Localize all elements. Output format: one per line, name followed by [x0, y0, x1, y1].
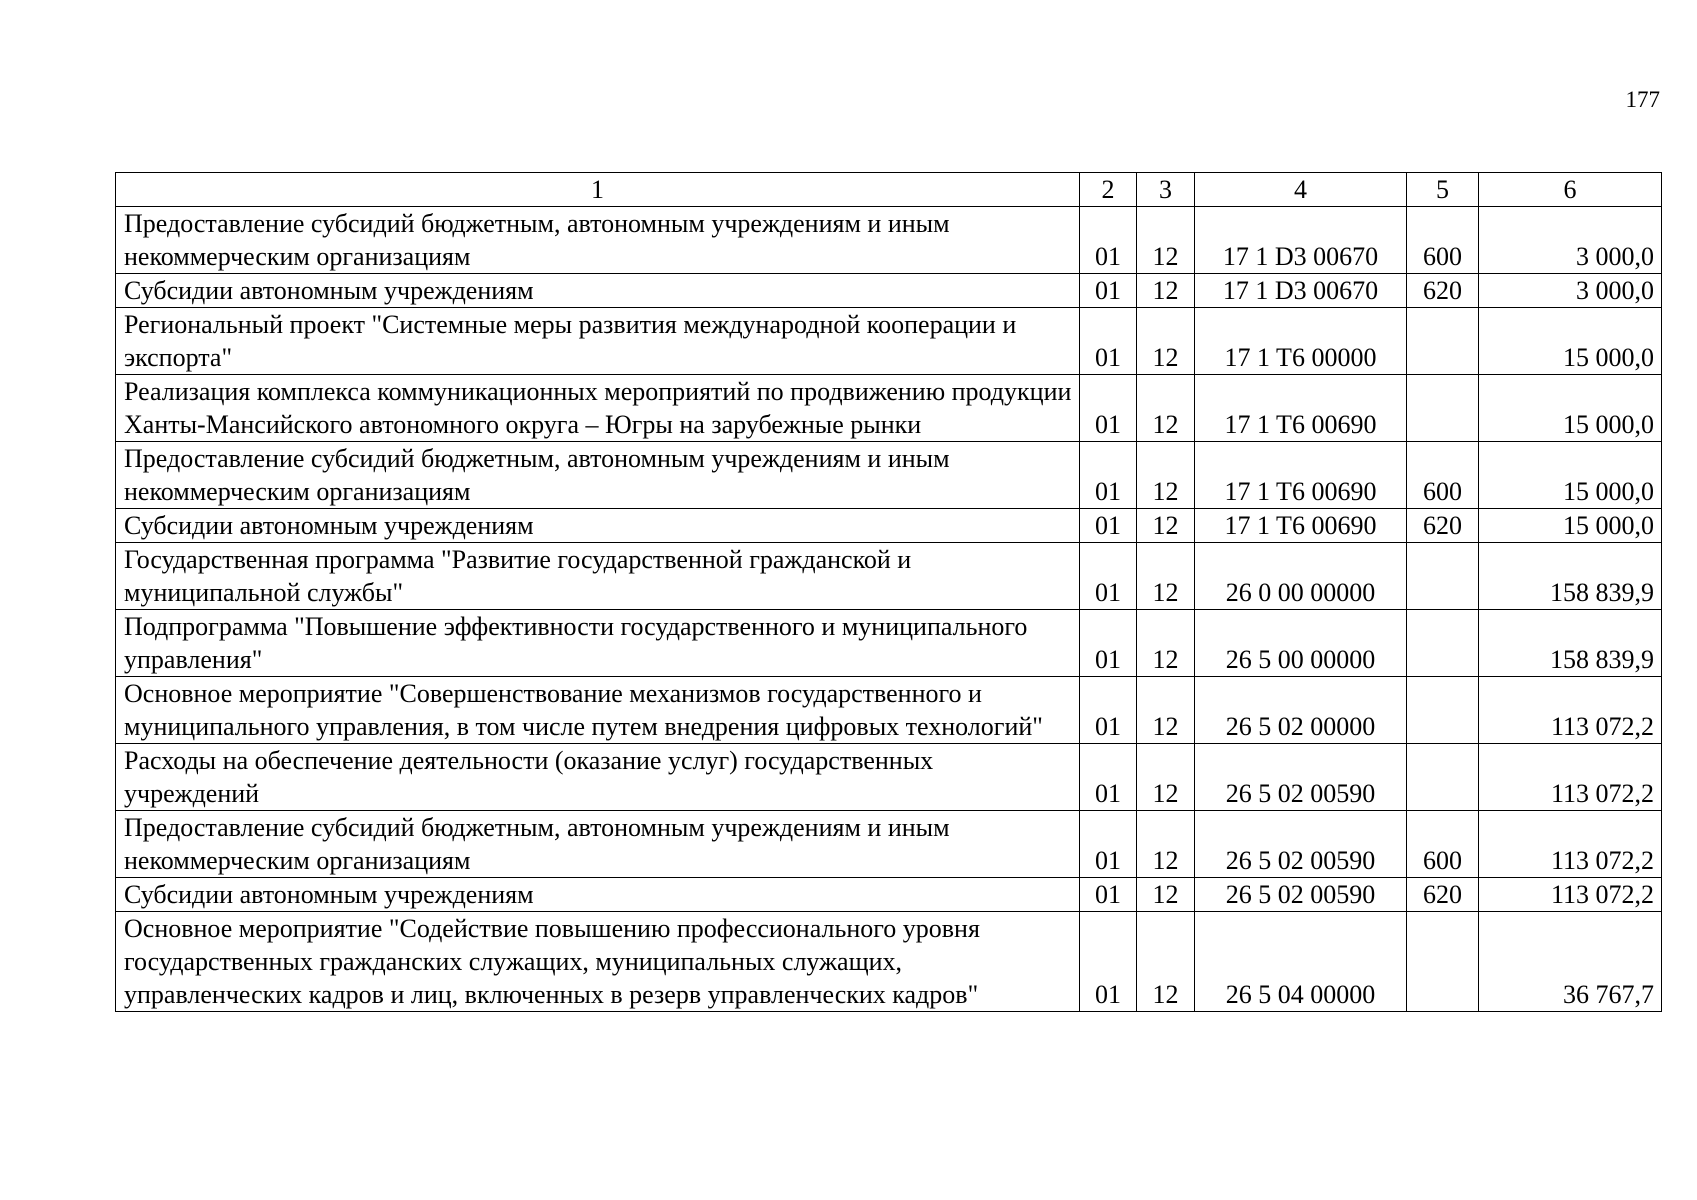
- column-header-5: 5: [1407, 173, 1479, 207]
- row-name-cell: Субсидии автономным учреждениям: [116, 274, 1080, 308]
- header-row: [116, 173, 1662, 207]
- row-subsection-cell: 12: [1137, 878, 1195, 912]
- row-name-cell: Государственная программа "Развитие государственной гражданской и муниципальной службы": [116, 543, 1080, 610]
- row-name-cell: Субсидии автономным учреждениям: [116, 878, 1080, 912]
- row-expense-type-cell: [1407, 610, 1479, 677]
- row-target-article-cell: 26 5 02 00000: [1195, 677, 1407, 744]
- row-subsection-cell: 12: [1137, 442, 1195, 509]
- row-name-cell: Подпрограмма "Повышение эффективности государственного и муниципального управления": [116, 610, 1080, 677]
- row-amount-cell: 158 839,9: [1479, 543, 1662, 610]
- table-header: [116, 173, 1662, 207]
- row-target-article-cell: 26 5 02 00590: [1195, 744, 1407, 811]
- row-expense-type-cell: [1407, 677, 1479, 744]
- table-row: [116, 811, 1662, 878]
- row-subsection-cell: 12: [1137, 509, 1195, 543]
- row-section-cell: 01: [1080, 543, 1137, 610]
- table-row: [116, 442, 1662, 509]
- row-subsection-cell: 12: [1137, 677, 1195, 744]
- row-name-cell: Региональный проект "Системные меры развития международной кооперации и экспорта": [116, 308, 1080, 375]
- row-expense-type-cell: 620: [1407, 878, 1479, 912]
- row-expense-type-cell: 600: [1407, 442, 1479, 509]
- table-row: [116, 744, 1662, 811]
- row-target-article-cell: 26 5 02 00590: [1195, 878, 1407, 912]
- row-name-cell: Основное мероприятие "Содействие повышению профессионального уровня государственных гражданских служащих, муниципальных служащих, управленческих кадров и лиц, включенных в резерв управленческих кадров": [116, 912, 1080, 1012]
- row-amount-cell: 113 072,2: [1479, 878, 1662, 912]
- row-target-article-cell: 17 1 T6 00000: [1195, 308, 1407, 375]
- row-section-cell: 01: [1080, 610, 1137, 677]
- table-body: [116, 207, 1662, 1012]
- row-subsection-cell: 12: [1137, 207, 1195, 274]
- row-target-article-cell: 17 1 D3 00670: [1195, 207, 1407, 274]
- row-subsection-cell: 12: [1137, 274, 1195, 308]
- row-amount-cell: 3 000,0: [1479, 274, 1662, 308]
- row-section-cell: 01: [1080, 912, 1137, 1012]
- table-row: [116, 375, 1662, 442]
- row-subsection-cell: 12: [1137, 543, 1195, 610]
- row-expense-type-cell: 600: [1407, 207, 1479, 274]
- table-row: [116, 543, 1662, 610]
- table-row: [116, 308, 1662, 375]
- row-amount-cell: 15 000,0: [1479, 509, 1662, 543]
- row-subsection-cell: 12: [1137, 811, 1195, 878]
- row-name-cell: Реализация комплекса коммуникационных мероприятий по продвижению продукции Ханты-Мансийского автономного округа – Югры на зарубежные рынки: [116, 375, 1080, 442]
- row-expense-type-cell: [1407, 375, 1479, 442]
- row-section-cell: 01: [1080, 207, 1137, 274]
- column-header-3: 3: [1137, 173, 1195, 207]
- table-row: [116, 207, 1662, 274]
- row-amount-cell: 113 072,2: [1479, 677, 1662, 744]
- row-amount-cell: 158 839,9: [1479, 610, 1662, 677]
- row-expense-type-cell: [1407, 543, 1479, 610]
- row-subsection-cell: 12: [1137, 375, 1195, 442]
- row-subsection-cell: 12: [1137, 610, 1195, 677]
- row-section-cell: 01: [1080, 509, 1137, 543]
- row-name-cell: Субсидии автономным учреждениям: [116, 509, 1080, 543]
- column-header-6: 6: [1479, 173, 1662, 207]
- row-target-article-cell: 26 5 00 00000: [1195, 610, 1407, 677]
- row-expense-type-cell: [1407, 912, 1479, 1012]
- row-section-cell: 01: [1080, 677, 1137, 744]
- row-target-article-cell: 26 5 04 00000: [1195, 912, 1407, 1012]
- row-amount-cell: 36 767,7: [1479, 912, 1662, 1012]
- row-section-cell: 01: [1080, 375, 1137, 442]
- row-target-article-cell: 17 1 T6 00690: [1195, 442, 1407, 509]
- row-name-cell: Основное мероприятие "Совершенствование механизмов государственного и муниципального управления, в том числе путем внедрения цифровых технологий": [116, 677, 1080, 744]
- table-row: [116, 509, 1662, 543]
- column-header-4: 4: [1195, 173, 1407, 207]
- column-header-2: 2: [1080, 173, 1137, 207]
- row-expense-type-cell: [1407, 744, 1479, 811]
- table-row: [116, 610, 1662, 677]
- row-amount-cell: 3 000,0: [1479, 207, 1662, 274]
- row-target-article-cell: 17 1 T6 00690: [1195, 509, 1407, 543]
- row-amount-cell: 113 072,2: [1479, 744, 1662, 811]
- row-expense-type-cell: [1407, 308, 1479, 375]
- table-row: [116, 878, 1662, 912]
- row-amount-cell: 15 000,0: [1479, 375, 1662, 442]
- row-expense-type-cell: 620: [1407, 274, 1479, 308]
- row-section-cell: 01: [1080, 811, 1137, 878]
- row-section-cell: 01: [1080, 274, 1137, 308]
- row-name-cell: Расходы на обеспечение деятельности (оказание услуг) государственных учреждений: [116, 744, 1080, 811]
- row-target-article-cell: 17 1 T6 00690: [1195, 375, 1407, 442]
- row-target-article-cell: 26 0 00 00000: [1195, 543, 1407, 610]
- row-name-cell: Предоставление субсидий бюджетным, автономным учреждениям и иным некоммерческим организациям: [116, 811, 1080, 878]
- row-amount-cell: 113 072,2: [1479, 811, 1662, 878]
- row-section-cell: 01: [1080, 442, 1137, 509]
- table-row: [116, 274, 1662, 308]
- row-name-cell: Предоставление субсидий бюджетным, автономным учреждениям и иным некоммерческим организациям: [116, 207, 1080, 274]
- row-amount-cell: 15 000,0: [1479, 308, 1662, 375]
- row-subsection-cell: 12: [1137, 308, 1195, 375]
- column-header-1: 1: [116, 173, 1080, 207]
- row-target-article-cell: 17 1 D3 00670: [1195, 274, 1407, 308]
- table-row: [116, 912, 1662, 1012]
- row-section-cell: 01: [1080, 878, 1137, 912]
- row-subsection-cell: 12: [1137, 744, 1195, 811]
- row-subsection-cell: 12: [1137, 912, 1195, 1012]
- budget-table: [115, 172, 1662, 1012]
- row-section-cell: 01: [1080, 744, 1137, 811]
- row-name-cell: Предоставление субсидий бюджетным, автономным учреждениям и иным некоммерческим организациям: [116, 442, 1080, 509]
- row-expense-type-cell: 600: [1407, 811, 1479, 878]
- row-expense-type-cell: 620: [1407, 509, 1479, 543]
- table-row: [116, 677, 1662, 744]
- row-amount-cell: 15 000,0: [1479, 442, 1662, 509]
- page-number: 177: [1625, 87, 1660, 112]
- row-target-article-cell: 26 5 02 00590: [1195, 811, 1407, 878]
- row-section-cell: 01: [1080, 308, 1137, 375]
